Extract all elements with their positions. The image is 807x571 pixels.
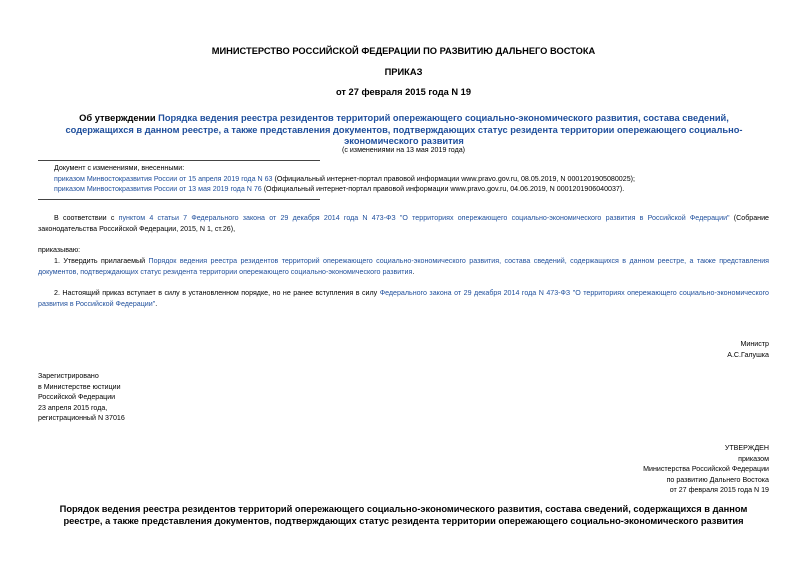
registration-line: 23 апреля 2015 года,: [38, 403, 108, 412]
item2-law-link[interactable]: Федерального закона от 29 декабря 2014 года N 473-ФЗ "О территориях опережающего социально-экономического развития в Российской Федерации": [38, 289, 769, 308]
preamble-paragraph: [38, 213, 769, 234]
registration-line: Зарегистрировано: [38, 372, 99, 380]
approved-line: по развитию Дальнего Востока: [666, 475, 769, 484]
document-type: ПРИКАЗ: [384, 67, 423, 77]
item1-suffix: .: [412, 267, 415, 276]
preamble-prefix: В соответствии с: [54, 214, 119, 222]
approved-line: УТВЕРЖДЕН: [724, 444, 769, 452]
amendment-note: (с изменениями на 13 мая 2019 года): [341, 146, 466, 154]
registration-line: Российской Федерации: [38, 393, 116, 401]
order-item-2: [38, 288, 769, 309]
order-item-1: [38, 256, 769, 277]
document-date-number: от 27 февраля 2015 года N 19: [335, 87, 472, 97]
amendments-block: [54, 163, 774, 195]
amendment-link[interactable]: приказом Минвостокразвития России от 15 апреля 2019 года N 63: [54, 174, 273, 183]
document-title: [54, 113, 754, 148]
preamble-suffix: (Собрание законодательства Российской Федерации, 2015, N 1, ст.26),: [38, 214, 769, 233]
amendments-heading: Документ с изменениями, внесенными:: [54, 164, 185, 172]
item1-procedure-link[interactable]: Порядок ведения реестра резидентов территорий опережающего социально-экономического развития, состава сведений, содержащихся в данном реестре, а также представления документов, подтверждающих статус резидента территории опережающего социально-экономического развития: [38, 257, 770, 276]
approved-line: приказом: [738, 454, 769, 463]
item2-prefix: 2. Настоящий приказ вступает в силу в установленном порядке, но не ранее вступления в силу: [54, 289, 380, 297]
amendment-source: (Официальный интернет-портал правовой информации www.pravo.gov.ru, 04.06.2019, N 0001201906040037).: [261, 185, 625, 193]
title-link[interactable]: Порядка ведения реестра резидентов территорий опережающего социально-экономического развития, состава сведений, содержащихся в данном реестре, а также представления документов, подтверждающих статус резидента территории опережающего социально-экономического развития: [65, 113, 743, 146]
item2-suffix: .: [155, 299, 158, 308]
registration-line: в Министерстве юстиции: [38, 382, 121, 391]
order-word: приказываю:: [38, 246, 81, 254]
preamble-law-link[interactable]: пунктом 4 статьи 7 Федерального закона от 29 декабря 2014 года N 473-ФЗ "О территориях опережающего социально-экономического развития в Российской Федерации": [118, 214, 730, 222]
title-prefix: Об утверждении: [79, 113, 159, 123]
approved-line: Министерства Российской Федерации: [643, 465, 769, 473]
approved-line: от 27 февраля 2015 года N 19: [669, 486, 769, 494]
divider-top: [38, 160, 320, 161]
amendment-source: (Официальный интернет-портал правовой информации www.pravo.gov.ru, 08.05.2019, N 0001201905080025);: [272, 174, 635, 183]
signature-position: Министр: [740, 340, 769, 348]
registration-block: [38, 371, 125, 424]
registration-line: регистрационный N 37016: [38, 414, 125, 422]
signature-name: А.С.Галушка: [727, 350, 769, 359]
signature-block: [727, 339, 769, 360]
ministry-heading: МИНИСТЕРСТВО РОССИЙСКОЙ ФЕДЕРАЦИИ ПО РАЗВИТИЮ ДАЛЬНЕГО ВОСТОКА: [211, 46, 596, 56]
procedure-title: Порядок ведения реестра резидентов территорий опережающего социально-экономического развития, состава сведений, содержащихся в данном реестре, а также представления документов, подтверждающих статус резидента территории опережающего социально-экономического развития: [59, 504, 748, 526]
approved-block: [643, 443, 769, 496]
amendment-link[interactable]: приказом Минвостокразвития России от 13 мая 2019 года N 76: [54, 185, 262, 193]
amendment-item: [54, 174, 774, 185]
amendment-item: [54, 184, 774, 195]
item1-prefix: 1. Утвердить прилагаемый: [54, 257, 149, 265]
divider-bottom: [38, 199, 320, 200]
